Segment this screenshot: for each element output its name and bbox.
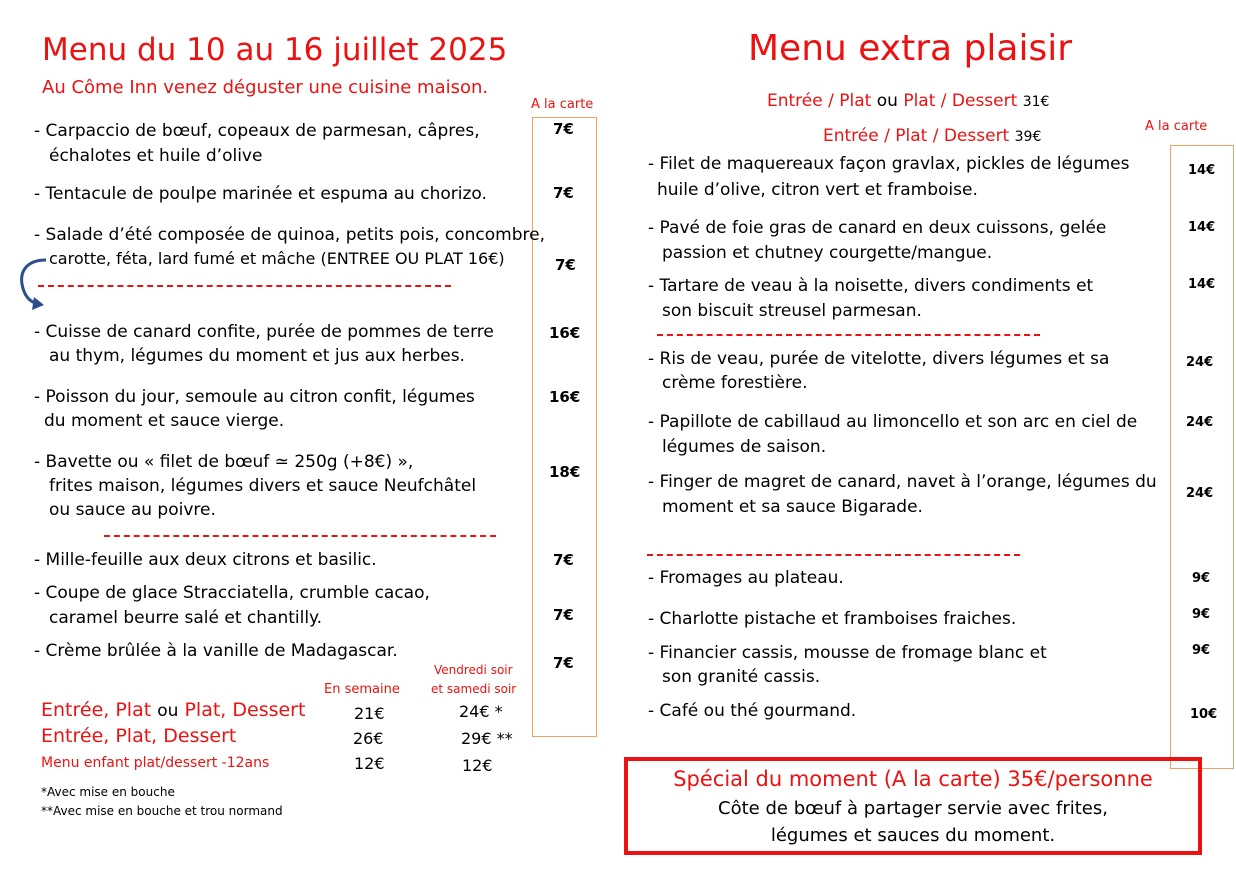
menu-item-price: 14€: [1188, 220, 1216, 235]
menu-item-line: - Papillote de cabillaud au limoncello et son arc en ciel de: [648, 412, 1138, 432]
offer-label: Entrée / Plat / Dessert: [823, 126, 1010, 146]
menu-item-line: - Salade d’été composée de quinoa, petits pois, concombre,: [34, 225, 545, 245]
formula-row-1: [41, 699, 305, 721]
menu-item-price: 24€: [1186, 486, 1214, 501]
right-a-la-carte-label: A la carte: [1145, 119, 1208, 134]
menu-item-price: 7€: [553, 551, 574, 569]
menu-item-price: 18€: [549, 463, 581, 481]
separator: [104, 535, 496, 537]
offer-or: ou: [876, 91, 898, 111]
menu-item-price: 7€: [553, 184, 574, 202]
menu-item-line: caramel beurre salé et chantilly.: [49, 608, 323, 628]
offer-price: 31€: [1022, 94, 1050, 110]
menu-item-line: - Financier cassis, mousse de fromage blanc et: [648, 643, 1047, 663]
menu-item-line: - Fromages au plateau.: [648, 568, 844, 588]
special-line-1: Côte de bœuf à partager servie avec frites,: [718, 798, 1108, 819]
footnote-2: **Avec mise en bouche et trou normand: [41, 804, 283, 818]
formula-price: 12€: [462, 756, 493, 775]
formula-row-3: Menu enfant plat/dessert -12ans: [41, 755, 270, 771]
menu-item-line: - Charlotte pistache et framboises fraiches.: [648, 609, 1017, 629]
offer-price: 39€: [1014, 129, 1042, 145]
menu-item-line: - Bavette ou « filet de bœuf ≃ 250g (+8€) »,: [34, 452, 414, 472]
menu-item-line: - Carpaccio de bœuf, copeaux de parmesan, câpres,: [34, 121, 480, 141]
right-price-column-box: [1170, 145, 1234, 769]
formula-price: 24€ *: [459, 702, 503, 721]
weekend-header-line2: et samedi soir: [431, 682, 517, 696]
menu-item-price: 9€: [1192, 643, 1211, 658]
formula-price: 21€: [354, 704, 385, 723]
menu-item-line: ou sauce au poivre.: [49, 500, 216, 520]
left-price-column-box: [532, 117, 597, 737]
offer-line-2: [823, 126, 1041, 146]
menu-item-line: - Poisson du jour, semoule au citron confit, légumes: [34, 387, 475, 407]
formula-label: Plat, Dessert: [184, 699, 306, 721]
separator: [647, 554, 1020, 556]
menu-item-line: son biscuit streusel parmesan.: [662, 301, 922, 321]
weekday-header: En semaine: [324, 682, 400, 697]
menu-item-price: 7€: [553, 654, 574, 672]
special-line-2: légumes et sauces du moment.: [770, 825, 1056, 846]
menu-item-line: légumes de saison.: [662, 437, 827, 457]
menu-item-price: 14€: [1188, 163, 1216, 178]
formula-price: 26€: [353, 729, 384, 748]
menu-item-price: 24€: [1186, 355, 1214, 370]
menu-item-line: échalotes et huile d’olive: [49, 146, 263, 166]
menu-item-price: 10€: [1190, 707, 1218, 722]
menu-item-line: - Finger de magret de canard, navet à l’orange, légumes du: [648, 472, 1157, 492]
menu-item-line: - Pavé de foie gras de canard en deux cuissons, gelée: [648, 218, 1107, 238]
menu-item-line: frites maison, légumes divers et sauce Neufchâtel: [49, 476, 477, 496]
separator: [657, 334, 1040, 336]
menu-item-line: - Cuisse de canard confite, purée de pommes de terre: [34, 322, 494, 342]
formula-or: ou: [157, 701, 179, 721]
menu-item-price: 9€: [1192, 571, 1211, 586]
menu-item-line: passion et chutney courgette/mangue.: [662, 243, 993, 263]
left-a-la-carte-label: A la carte: [531, 97, 594, 112]
weekend-header-line1: Vendredi soir: [434, 663, 513, 677]
left-title: Menu du 10 au 16 juillet 2025: [42, 32, 508, 68]
menu-item-line: du moment et sauce vierge.: [44, 411, 285, 431]
menu-item-line: son granité cassis.: [662, 667, 821, 687]
menu-item-price: 16€: [549, 388, 581, 406]
menu-item-price: 7€: [555, 256, 576, 274]
menu-item-price: 9€: [1192, 607, 1211, 622]
menu-item-line: au thym, légumes du moment et jus aux herbes.: [49, 346, 465, 366]
footnote-1: *Avec mise en bouche: [41, 785, 175, 799]
menu-item-price: 16€: [549, 324, 581, 342]
separator: [38, 285, 451, 287]
formula-price: 12€: [354, 754, 385, 773]
curved-arrow-icon: [18, 254, 48, 314]
menu-item-line: - Crème brûlée à la vanille de Madagascar.: [34, 641, 398, 661]
menu-item-line: - Café ou thé gourmand.: [648, 701, 857, 721]
menu-item-line: - Mille-feuille aux deux citrons et basilic.: [34, 550, 377, 570]
menu-item-line: - Coupe de glace Stracciatella, crumble cacao,: [34, 583, 430, 603]
offer-label: Entrée / Plat: [767, 91, 872, 111]
menu-item-price: 7€: [553, 606, 574, 624]
menu-item-line: - Tentacule de poulpe marinée et espuma au chorizo.: [34, 184, 487, 204]
formula-row-2: Entrée, Plat, Dessert: [41, 725, 237, 747]
right-title: Menu extra plaisir: [748, 28, 1072, 69]
offer-label: Plat / Dessert: [903, 91, 1018, 111]
left-subtitle: Au Côme Inn venez déguster une cuisine maison.: [42, 77, 489, 98]
offer-line-1: [767, 91, 1049, 111]
formula-label: Entrée, Plat: [41, 699, 152, 721]
menu-item-line: crème forestière.: [662, 373, 808, 393]
menu-item-line: - Tartare de veau à la noisette, divers condiments et: [648, 276, 1094, 296]
menu-item-line: moment et sa sauce Bigarade.: [662, 497, 923, 517]
menu-item-price: 14€: [1188, 277, 1216, 292]
menu-item-line: - Ris de veau, purée de vitelotte, divers légumes et sa: [648, 349, 1110, 369]
menu-item-line: huile d’olive, citron vert et framboise.: [657, 180, 978, 200]
menu-item-line: - Filet de maquereaux façon gravlax, pickles de légumes: [648, 154, 1130, 174]
special-box: [624, 757, 1202, 855]
menu-item-line: carotte, féta, lard fumé et mâche (ENTREE OU PLAT 16€): [49, 249, 505, 268]
formula-price: 29€ **: [461, 729, 513, 748]
special-title: Spécial du moment (A la carte) 35€/personne: [673, 767, 1153, 791]
menu-item-price: 7€: [553, 120, 574, 138]
menu-item-price: 24€: [1186, 415, 1214, 430]
